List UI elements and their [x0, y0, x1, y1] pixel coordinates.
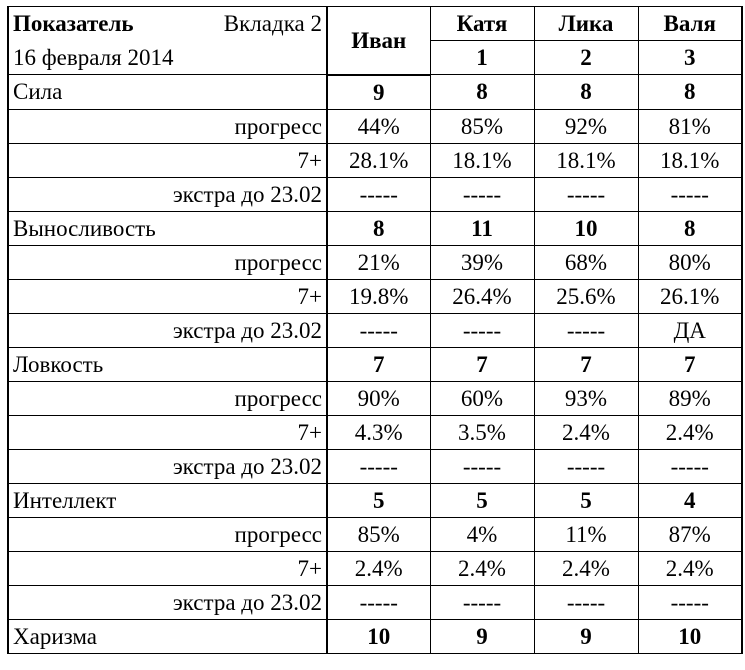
progress-row-label: прогресс [8, 517, 327, 551]
stat-value-lika: 10 [534, 211, 638, 245]
stat-name: Ловкость [8, 347, 327, 381]
header-label-cell [8, 7, 327, 41]
extra-row [8, 449, 742, 483]
progress-row [8, 109, 742, 143]
progress-value-lika: 92% [534, 109, 638, 143]
stat-value-ivan: 5 [327, 483, 430, 517]
stat-row [8, 619, 742, 653]
extra-value-ivan: ----- [327, 449, 430, 483]
seven-plus-row [8, 415, 742, 449]
stat-value-katya: 5 [430, 483, 534, 517]
player-name-valya: Валя [638, 7, 742, 41]
stat-row [8, 483, 742, 517]
stat-value-ivan: 9 [327, 75, 430, 110]
stat-value-valya: 4 [638, 483, 742, 517]
player-name-lika: Лика [534, 7, 638, 41]
stat-value-lika: 7 [534, 347, 638, 381]
extra-row-label: экстра до 23.02 [8, 585, 327, 619]
stat-value-katya: 9 [430, 619, 534, 653]
progress-value-ivan: 90% [327, 381, 430, 415]
seven-plus-row [8, 279, 742, 313]
stat-value-ivan: 7 [327, 347, 430, 381]
extra-value-katya: ----- [430, 313, 534, 347]
progress-row-label: прогресс [8, 245, 327, 279]
extra-value-valya: ----- [638, 449, 742, 483]
stat-value-lika: 5 [534, 483, 638, 517]
seven-plus-value-katya: 18.1% [430, 143, 534, 177]
progress-value-lika: 11% [534, 517, 638, 551]
stat-name: Выносливость [8, 211, 327, 245]
progress-value-ivan: 21% [327, 245, 430, 279]
progress-value-valya: 80% [638, 245, 742, 279]
extra-row-label: экстра до 23.02 [8, 449, 327, 483]
seven-plus-row-label: 7+ [8, 415, 327, 449]
extra-row-label: экстра до 23.02 [8, 177, 327, 211]
progress-value-valya: 87% [638, 517, 742, 551]
seven-plus-value-valya: 18.1% [638, 143, 742, 177]
seven-plus-value-lika: 2.4% [534, 415, 638, 449]
stat-value-lika: 9 [534, 619, 638, 653]
stat-value-valya: 8 [638, 75, 742, 110]
progress-value-lika: 93% [534, 381, 638, 415]
player-name-katya: Катя [430, 7, 534, 41]
player-number-valya: 3 [638, 41, 742, 75]
seven-plus-value-katya: 2.4% [430, 551, 534, 585]
date-cell: 16 февраля 2014 [8, 41, 327, 75]
progress-value-katya: 85% [430, 109, 534, 143]
progress-value-ivan: 85% [327, 517, 430, 551]
extra-value-katya: ----- [430, 449, 534, 483]
stats-table [7, 6, 743, 654]
stat-value-katya: 11 [430, 211, 534, 245]
extra-value-ivan: ----- [327, 585, 430, 619]
tab-label: Вкладка 2 [223, 11, 322, 37]
stat-row [8, 75, 742, 110]
stat-name: Сила [8, 75, 327, 110]
seven-plus-value-lika: 25.6% [534, 279, 638, 313]
seven-plus-row-label: 7+ [8, 279, 327, 313]
progress-value-katya: 4% [430, 517, 534, 551]
progress-value-valya: 81% [638, 109, 742, 143]
stat-value-valya: 10 [638, 619, 742, 653]
progress-row [8, 381, 742, 415]
progress-value-katya: 60% [430, 381, 534, 415]
stat-value-valya: 7 [638, 347, 742, 381]
stat-row [8, 211, 742, 245]
seven-plus-value-valya: 2.4% [638, 551, 742, 585]
stat-row [8, 347, 742, 381]
stat-value-valya: 8 [638, 211, 742, 245]
extra-row [8, 177, 742, 211]
stat-value-katya: 8 [430, 75, 534, 110]
seven-plus-value-valya: 26.1% [638, 279, 742, 313]
indicator-label: Показатель [13, 11, 134, 37]
progress-value-katya: 39% [430, 245, 534, 279]
extra-value-lika: ----- [534, 585, 638, 619]
extra-value-lika: ----- [534, 177, 638, 211]
seven-plus-row [8, 551, 742, 585]
extra-value-ivan: ----- [327, 177, 430, 211]
extra-value-katya: ----- [430, 177, 534, 211]
seven-plus-value-lika: 18.1% [534, 143, 638, 177]
stat-value-lika: 8 [534, 75, 638, 110]
seven-plus-value-ivan: 28.1% [327, 143, 430, 177]
extra-row [8, 313, 742, 347]
extra-value-valya: ДА [638, 313, 742, 347]
extra-row [8, 585, 742, 619]
progress-row-label: прогресс [8, 381, 327, 415]
seven-plus-row-label: 7+ [8, 143, 327, 177]
seven-plus-value-katya: 3.5% [430, 415, 534, 449]
extra-row-label: экстра до 23.02 [8, 313, 327, 347]
stat-value-katya: 7 [430, 347, 534, 381]
header-row [8, 7, 742, 41]
extra-value-lika: ----- [534, 313, 638, 347]
player-name-ivan: Иван [327, 7, 430, 75]
extra-value-lika: ----- [534, 449, 638, 483]
stat-name: Харизма [8, 619, 327, 653]
stat-name: Интеллект [8, 483, 327, 517]
progress-value-ivan: 44% [327, 109, 430, 143]
progress-value-valya: 89% [638, 381, 742, 415]
extra-value-valya: ----- [638, 177, 742, 211]
seven-plus-row [8, 143, 742, 177]
seven-plus-value-ivan: 4.3% [327, 415, 430, 449]
progress-row [8, 517, 742, 551]
stat-value-ivan: 8 [327, 211, 430, 245]
progress-row-label: прогресс [8, 109, 327, 143]
progress-row [8, 245, 742, 279]
seven-plus-value-katya: 26.4% [430, 279, 534, 313]
extra-value-ivan: ----- [327, 313, 430, 347]
seven-plus-value-valya: 2.4% [638, 415, 742, 449]
seven-plus-value-ivan: 19.8% [327, 279, 430, 313]
extra-value-katya: ----- [430, 585, 534, 619]
seven-plus-value-lika: 2.4% [534, 551, 638, 585]
extra-value-valya: ----- [638, 585, 742, 619]
seven-plus-row-label: 7+ [8, 551, 327, 585]
progress-value-lika: 68% [534, 245, 638, 279]
player-number-lika: 2 [534, 41, 638, 75]
player-number-katya: 1 [430, 41, 534, 75]
seven-plus-value-ivan: 2.4% [327, 551, 430, 585]
stat-value-ivan: 10 [327, 619, 430, 653]
